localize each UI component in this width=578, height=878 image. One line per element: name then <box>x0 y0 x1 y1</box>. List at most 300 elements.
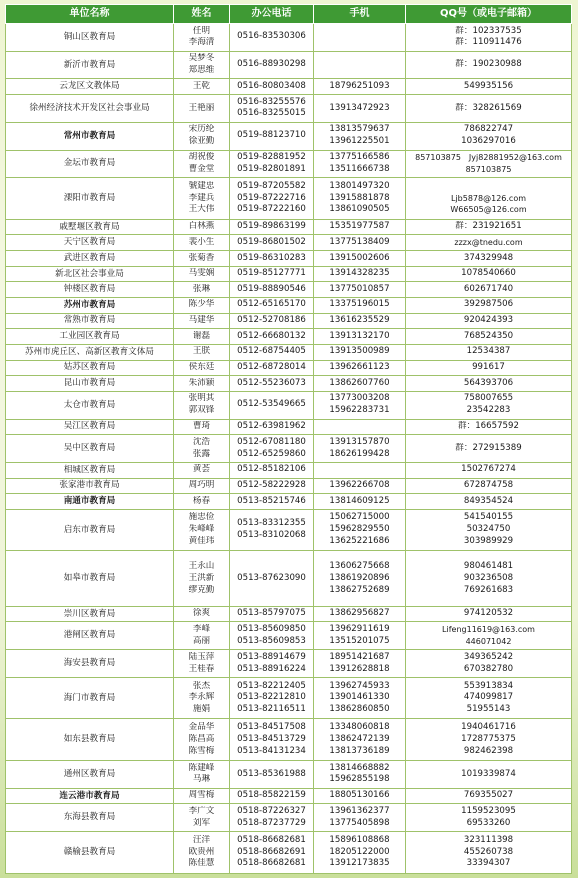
mobile-cell <box>314 150 406 178</box>
office-phone-cell <box>230 235 314 251</box>
mobile-cell-line: 15962855198 <box>329 774 390 785</box>
mobile-cell-line: 13861920896 <box>329 572 390 583</box>
org-cell-line: 戚墅堰区教育局 <box>59 221 120 232</box>
office-phone-cell-line: 0516-83255576 <box>237 96 306 107</box>
name-cell <box>174 95 230 123</box>
name-cell-line: 缪克勤 <box>188 584 215 595</box>
qq-email-cell <box>406 235 572 251</box>
name-cell-line: 张琳 <box>192 283 211 294</box>
org-cell <box>6 462 174 478</box>
table-row <box>6 719 572 761</box>
org-cell-line: 相城区教育局 <box>63 464 116 475</box>
qq-email-cell-line: 群：110911476 <box>455 37 522 48</box>
name-cell <box>174 419 230 435</box>
mobile-cell-line: 13912628818 <box>329 663 390 674</box>
name-cell-line: 李海清 <box>188 37 215 48</box>
table-row <box>6 95 572 123</box>
org-cell-line: 如皋市教育局 <box>63 573 116 584</box>
table-row <box>6 235 572 251</box>
mobile-cell-line: 13912173835 <box>329 858 390 869</box>
org-cell <box>6 391 174 419</box>
org-cell <box>6 509 174 551</box>
name-cell <box>174 650 230 678</box>
name-cell <box>174 235 230 251</box>
name-cell <box>174 804 230 832</box>
mobile-cell <box>314 266 406 282</box>
org-cell <box>6 282 174 298</box>
office-phone-cell <box>230 677 314 719</box>
org-cell-line: 海安县教育局 <box>63 658 116 669</box>
header-unit: 单位名称 <box>6 5 174 24</box>
name-cell-line: 徐爽 <box>192 608 211 619</box>
mobile-cell-line: 15351977587 <box>329 221 390 232</box>
office-phone-cell-line: 0512-52708186 <box>237 315 306 326</box>
name-cell <box>174 282 230 298</box>
org-cell <box>6 622 174 650</box>
office-phone-cell <box>230 24 314 52</box>
qq-email-cell-line: 982462398 <box>463 745 514 756</box>
mobile-cell <box>314 650 406 678</box>
org-cell-line: 连云港市教育局 <box>59 790 120 801</box>
name-cell <box>174 462 230 478</box>
qq-email-cell <box>406 24 572 52</box>
org-cell-line: 张家港市教育局 <box>59 480 120 491</box>
name-cell-line: 汪洋 <box>192 834 211 845</box>
mobile-cell <box>314 788 406 804</box>
table-row <box>6 313 572 329</box>
mobile-cell-line: 13801497320 <box>329 180 390 191</box>
table-row <box>6 551 572 606</box>
office-phone-cell <box>230 804 314 832</box>
name-cell-line: 吴梦冬 <box>188 53 215 64</box>
mobile-cell-line: 18796251093 <box>329 80 390 91</box>
mobile-cell-line: 13862472139 <box>329 733 390 744</box>
office-phone-cell-line: 0519-87222160 <box>237 204 306 215</box>
office-phone-cell <box>230 313 314 329</box>
name-cell <box>174 478 230 494</box>
name-cell-line: 李建兵 <box>188 192 215 203</box>
org-cell-line: 新沂市教育局 <box>63 59 116 70</box>
mobile-cell-line: 13775405898 <box>329 817 390 828</box>
mobile-cell-line: 13775166586 <box>329 152 390 163</box>
name-cell <box>174 376 230 392</box>
office-phone-cell <box>230 462 314 478</box>
office-phone-cell-line: 0513-82116511 <box>237 704 306 715</box>
org-cell <box>6 95 174 123</box>
org-cell <box>6 122 174 150</box>
qq-email-cell-line: 1019339874 <box>461 768 516 779</box>
org-cell <box>6 150 174 178</box>
qq-email-cell-line: 群：102337535 <box>455 25 522 36</box>
office-phone-cell-line: 0518-86682681 <box>237 834 306 845</box>
office-phone-cell <box>230 551 314 606</box>
mobile-cell-line: 13348060818 <box>329 722 390 733</box>
qq-email-cell-line: 549935156 <box>463 80 514 91</box>
mobile-cell <box>314 360 406 376</box>
office-phone-cell-line: 0512-65165170 <box>237 299 306 310</box>
mobile-cell-line: 13862956827 <box>329 608 390 619</box>
org-cell-line: 苏州市教育局 <box>63 299 116 310</box>
name-cell <box>174 360 230 376</box>
org-cell <box>6 551 174 606</box>
office-phone-cell <box>230 622 314 650</box>
qq-email-cell-line: W66505@126.com <box>450 205 527 215</box>
name-cell <box>174 79 230 95</box>
table-row <box>6 606 572 622</box>
mobile-cell-line: 13862860850 <box>329 704 390 715</box>
table-row <box>6 266 572 282</box>
qq-email-cell-line: 33394307 <box>466 858 511 869</box>
name-cell-line: 谢磊 <box>192 330 211 341</box>
name-cell <box>174 509 230 551</box>
office-phone-cell <box>230 95 314 123</box>
org-cell-line: 港闸区教育局 <box>63 630 116 641</box>
org-cell <box>6 219 174 235</box>
office-phone-cell-line: 0519-87222716 <box>237 192 306 203</box>
qq-email-cell <box>406 251 572 267</box>
qq-email-cell-line: 553913834 <box>463 680 514 691</box>
qq-email-cell-line: 974120532 <box>463 608 514 619</box>
name-cell-line: 朱峰峰 <box>188 524 215 535</box>
table-row <box>6 79 572 95</box>
name-cell-line: 李永辉 <box>188 692 215 703</box>
qq-email-cell <box>406 650 572 678</box>
qq-email-cell <box>406 509 572 551</box>
table-row <box>6 251 572 267</box>
table-row <box>6 344 572 360</box>
office-phone-cell <box>230 788 314 804</box>
office-phone-cell-line: 0519-86310283 <box>237 252 306 263</box>
qq-email-cell-line: 51955143 <box>466 704 511 715</box>
table-row <box>6 360 572 376</box>
name-cell <box>174 677 230 719</box>
org-cell-line: 苏州市虎丘区、高新区教育文体局 <box>25 346 154 357</box>
mobile-cell <box>314 494 406 510</box>
qq-email-cell-line: 602671740 <box>463 283 514 294</box>
mobile-cell <box>314 219 406 235</box>
org-cell <box>6 298 174 314</box>
name-cell <box>174 178 230 220</box>
office-phone-cell-line: 0519-88890546 <box>237 283 306 294</box>
office-phone-cell-line: 0516-83255015 <box>237 108 306 119</box>
table-row <box>6 150 572 178</box>
name-cell-line: 马琳 <box>192 774 211 785</box>
mobile-cell-line: 13375196015 <box>329 299 390 310</box>
office-phone-cell-line: 0518-86682691 <box>237 846 306 857</box>
office-phone-cell-line: 0519-85127771 <box>237 268 306 279</box>
mobile-cell <box>314 376 406 392</box>
org-cell <box>6 344 174 360</box>
qq-email-cell <box>406 677 572 719</box>
mobile-cell-line: 15962283731 <box>329 405 390 416</box>
qq-email-cell <box>406 360 572 376</box>
mobile-cell-line: 13962745933 <box>329 680 390 691</box>
org-cell-line: 南通市教育局 <box>63 496 116 507</box>
qq-email-cell-line: 群：272915389 <box>455 442 522 453</box>
table-row <box>6 391 572 419</box>
name-cell <box>174 313 230 329</box>
org-cell-line: 金坛市教育局 <box>63 158 116 169</box>
mobile-cell <box>314 329 406 345</box>
office-phone-cell-line: 0519-82801891 <box>237 163 306 174</box>
name-cell-line: 黄荟 <box>192 464 211 475</box>
mobile-cell-line: 13914328235 <box>329 268 390 279</box>
mobile-cell-line: 13511666738 <box>329 163 390 174</box>
org-cell-line: 云龙区文教体局 <box>59 81 120 92</box>
name-cell-line: 欧贵州 <box>188 846 215 857</box>
name-cell <box>174 266 230 282</box>
qq-email-cell <box>406 391 572 419</box>
name-cell-line: 曹金堂 <box>188 163 215 174</box>
office-phone-cell <box>230 79 314 95</box>
qq-email-cell-line: 768524350 <box>463 330 514 341</box>
mobile-cell-line: 13775010857 <box>329 283 390 294</box>
qq-email-cell <box>406 719 572 761</box>
office-phone-cell-line: 0513-83312355 <box>237 518 306 529</box>
qq-email-cell-line: 670382780 <box>463 663 514 674</box>
office-phone-cell <box>230 282 314 298</box>
name-cell-line: 郑思维 <box>188 65 215 76</box>
name-cell-line: 王大伟 <box>188 204 215 215</box>
name-cell <box>174 832 230 874</box>
office-phone-cell <box>230 150 314 178</box>
qq-email-cell <box>406 419 572 435</box>
name-cell-line: 陈雪梅 <box>188 745 215 756</box>
qq-email-cell <box>406 761 572 789</box>
qq-email-cell-line: 392987506 <box>463 299 514 310</box>
org-cell-line: 吴中区教育局 <box>63 443 116 454</box>
mobile-cell-line: 13913472923 <box>329 102 390 113</box>
header-name: 姓名 <box>174 5 230 24</box>
org-cell-line: 昆山市教育局 <box>63 378 116 389</box>
name-cell-line: 周雪梅 <box>188 790 215 801</box>
qq-email-cell-line: 769355027 <box>463 790 514 801</box>
qq-email-cell <box>406 178 572 220</box>
qq-email-cell-line: 1159523095 <box>461 805 516 816</box>
name-cell-line: 马雯娴 <box>188 268 215 279</box>
mobile-cell <box>314 313 406 329</box>
org-cell <box>6 606 174 622</box>
mobile-cell-line: 13813579637 <box>329 124 390 135</box>
mobile-cell <box>314 677 406 719</box>
office-phone-cell-line: 0512-68728014 <box>237 361 306 372</box>
org-cell-line: 徐州经济技术开发区社会事业局 <box>29 102 150 113</box>
office-phone-cell-line: 0516-83530306 <box>237 31 306 42</box>
qq-email-cell-line: 303989929 <box>463 536 514 547</box>
qq-email-cell-line: 群：231921651 <box>455 221 522 232</box>
mobile-cell <box>314 551 406 606</box>
qq-email-cell <box>406 462 572 478</box>
contact-sheet <box>5 4 571 874</box>
name-cell-line: 王桂春 <box>188 663 215 674</box>
org-cell <box>6 329 174 345</box>
office-phone-cell <box>230 391 314 419</box>
office-phone-cell <box>230 719 314 761</box>
qq-email-cell <box>406 344 572 360</box>
office-phone-cell-line: 0513-83102068 <box>237 530 306 541</box>
office-phone-cell-line: 0518-87226327 <box>237 805 306 816</box>
mobile-cell <box>314 832 406 874</box>
qq-email-cell-line: 69533260 <box>466 817 511 828</box>
qq-email-cell-line: 1078540660 <box>461 268 516 279</box>
org-cell <box>6 360 174 376</box>
org-cell <box>6 313 174 329</box>
mobile-cell <box>314 122 406 150</box>
org-cell-line: 姑苏区教育局 <box>63 362 116 373</box>
qq-email-cell <box>406 788 572 804</box>
qq-email-cell <box>406 79 572 95</box>
org-cell <box>6 435 174 463</box>
mobile-cell-line: 13616235529 <box>329 315 390 326</box>
qq-email-cell-line: 群：328261569 <box>455 102 522 113</box>
office-phone-cell-line: 0513-84513729 <box>237 733 306 744</box>
name-cell <box>174 251 230 267</box>
qq-email-cell-line: 群：190230988 <box>455 59 522 70</box>
name-cell <box>174 24 230 52</box>
org-cell <box>6 650 174 678</box>
qq-email-cell-line: 857103875 <box>465 164 512 174</box>
name-cell-line: 陈建峰 <box>188 762 215 773</box>
name-cell <box>174 150 230 178</box>
mobile-cell-line: 18626199428 <box>329 448 390 459</box>
name-cell-line: 侯东廷 <box>188 361 215 372</box>
qq-email-cell-line: 374329948 <box>463 252 514 263</box>
mobile-cell-line: 13962266708 <box>329 479 390 490</box>
org-cell <box>6 266 174 282</box>
mobile-cell <box>314 95 406 123</box>
mobile-cell-line: 13814609125 <box>329 495 390 506</box>
qq-email-cell <box>406 266 572 282</box>
org-cell <box>6 832 174 874</box>
qq-email-cell-line: 349365242 <box>463 651 514 662</box>
name-cell-line: 陈昌高 <box>188 733 215 744</box>
org-cell <box>6 478 174 494</box>
header-mobile: 手机 <box>314 5 406 24</box>
name-cell-line: 周巧明 <box>188 479 215 490</box>
name-cell <box>174 435 230 463</box>
qq-email-cell-line: 564393706 <box>463 377 514 388</box>
office-phone-cell-line: 0519-89863199 <box>237 221 306 232</box>
org-cell-line: 铜山区教育局 <box>63 31 116 42</box>
table-row <box>6 804 572 832</box>
qq-email-cell-line: 12534387 <box>466 346 511 357</box>
mobile-cell <box>314 419 406 435</box>
mobile-cell-line: 13814668882 <box>329 762 390 773</box>
name-cell-line: 胡祝俊 <box>188 152 215 163</box>
mobile-cell <box>314 51 406 79</box>
name-cell-line: 王乾 <box>192 80 211 91</box>
name-cell-line: 张杰 <box>192 680 211 691</box>
mobile-cell-line: 18951421687 <box>329 651 390 662</box>
mobile-cell <box>314 178 406 220</box>
office-phone-cell <box>230 494 314 510</box>
mobile-cell <box>314 24 406 52</box>
name-cell <box>174 606 230 622</box>
qq-email-cell-line: 群：16657592 <box>458 420 519 431</box>
name-cell-line: 黄佳玮 <box>188 536 215 547</box>
org-cell <box>6 788 174 804</box>
name-cell-line: 施忠俭 <box>188 512 215 523</box>
org-cell-line: 赣榆县教育局 <box>63 847 116 858</box>
mobile-cell-line: 13813736189 <box>329 745 390 756</box>
name-cell-line: 施娟 <box>192 704 211 715</box>
org-cell-line: 常州市教育局 <box>63 130 116 141</box>
qq-email-cell-line: Lifeng11619@163.com <box>442 625 535 635</box>
qq-email-cell <box>406 219 572 235</box>
name-cell-line: 朱沛颖 <box>188 377 215 388</box>
qq-email-cell-line: 980461481 <box>463 560 514 571</box>
mobile-cell-line: 15896108868 <box>329 834 390 845</box>
org-cell <box>6 677 174 719</box>
mobile-cell <box>314 79 406 95</box>
name-cell <box>174 122 230 150</box>
mobile-cell-line: 13961225501 <box>329 136 390 147</box>
qq-email-cell-line: 541540155 <box>463 512 514 523</box>
table-row <box>6 650 572 678</box>
name-cell <box>174 329 230 345</box>
mobile-cell <box>314 509 406 551</box>
mobile-cell <box>314 606 406 622</box>
office-phone-cell-line: 0512-68754405 <box>237 346 306 357</box>
qq-email-cell-line: 769261683 <box>463 584 514 595</box>
name-cell-line: 陆玉萍 <box>188 651 215 662</box>
header-qq-email: QQ号（或电子邮箱） <box>406 5 572 24</box>
table-row <box>6 376 572 392</box>
name-cell-line: 杨春 <box>192 495 211 506</box>
name-cell <box>174 622 230 650</box>
qq-email-cell-line: 1940461716 <box>461 722 516 733</box>
mobile-cell-line: 13862607760 <box>329 377 390 388</box>
mobile-cell-line: 13913500989 <box>329 346 390 357</box>
qq-email-cell <box>406 478 572 494</box>
org-cell-line: 东海县教育局 <box>63 812 116 823</box>
mobile-cell <box>314 251 406 267</box>
org-cell <box>6 51 174 79</box>
table-row <box>6 419 572 435</box>
office-phone-cell <box>230 219 314 235</box>
org-cell <box>6 804 174 832</box>
qq-email-cell-line: 455260738 <box>463 846 514 857</box>
qq-email-cell-line: 786822747 <box>463 124 514 135</box>
office-phone-cell-line: 0519-82881952 <box>237 152 306 163</box>
table-row <box>6 122 572 150</box>
qq-email-cell <box>406 298 572 314</box>
qq-email-cell <box>406 122 572 150</box>
name-cell <box>174 344 230 360</box>
office-phone-cell <box>230 606 314 622</box>
name-cell-line: 张菊香 <box>188 252 215 263</box>
org-cell <box>6 376 174 392</box>
name-cell <box>174 494 230 510</box>
qq-email-cell <box>406 51 572 79</box>
org-cell-line: 吴江区教育局 <box>63 421 116 432</box>
name-cell-line: 任明 <box>192 25 211 36</box>
office-phone-cell-line: 0512-55236073 <box>237 377 306 388</box>
office-phone-cell-line: 0512-66680132 <box>237 330 306 341</box>
mobile-cell-line: 13606275668 <box>329 560 390 571</box>
name-cell-line: 高丽 <box>192 635 211 646</box>
table-row <box>6 298 572 314</box>
office-phone-cell-line: 0518-85822159 <box>237 790 306 801</box>
mobile-cell <box>314 804 406 832</box>
table-row <box>6 435 572 463</box>
header-office-phone: 办公电话 <box>230 5 314 24</box>
name-cell-line: 张明其 <box>188 393 215 404</box>
name-cell-line: 刘军 <box>192 817 211 828</box>
table-row <box>6 761 572 789</box>
name-cell-line: 王艳丽 <box>188 102 215 113</box>
table-row <box>6 24 572 52</box>
